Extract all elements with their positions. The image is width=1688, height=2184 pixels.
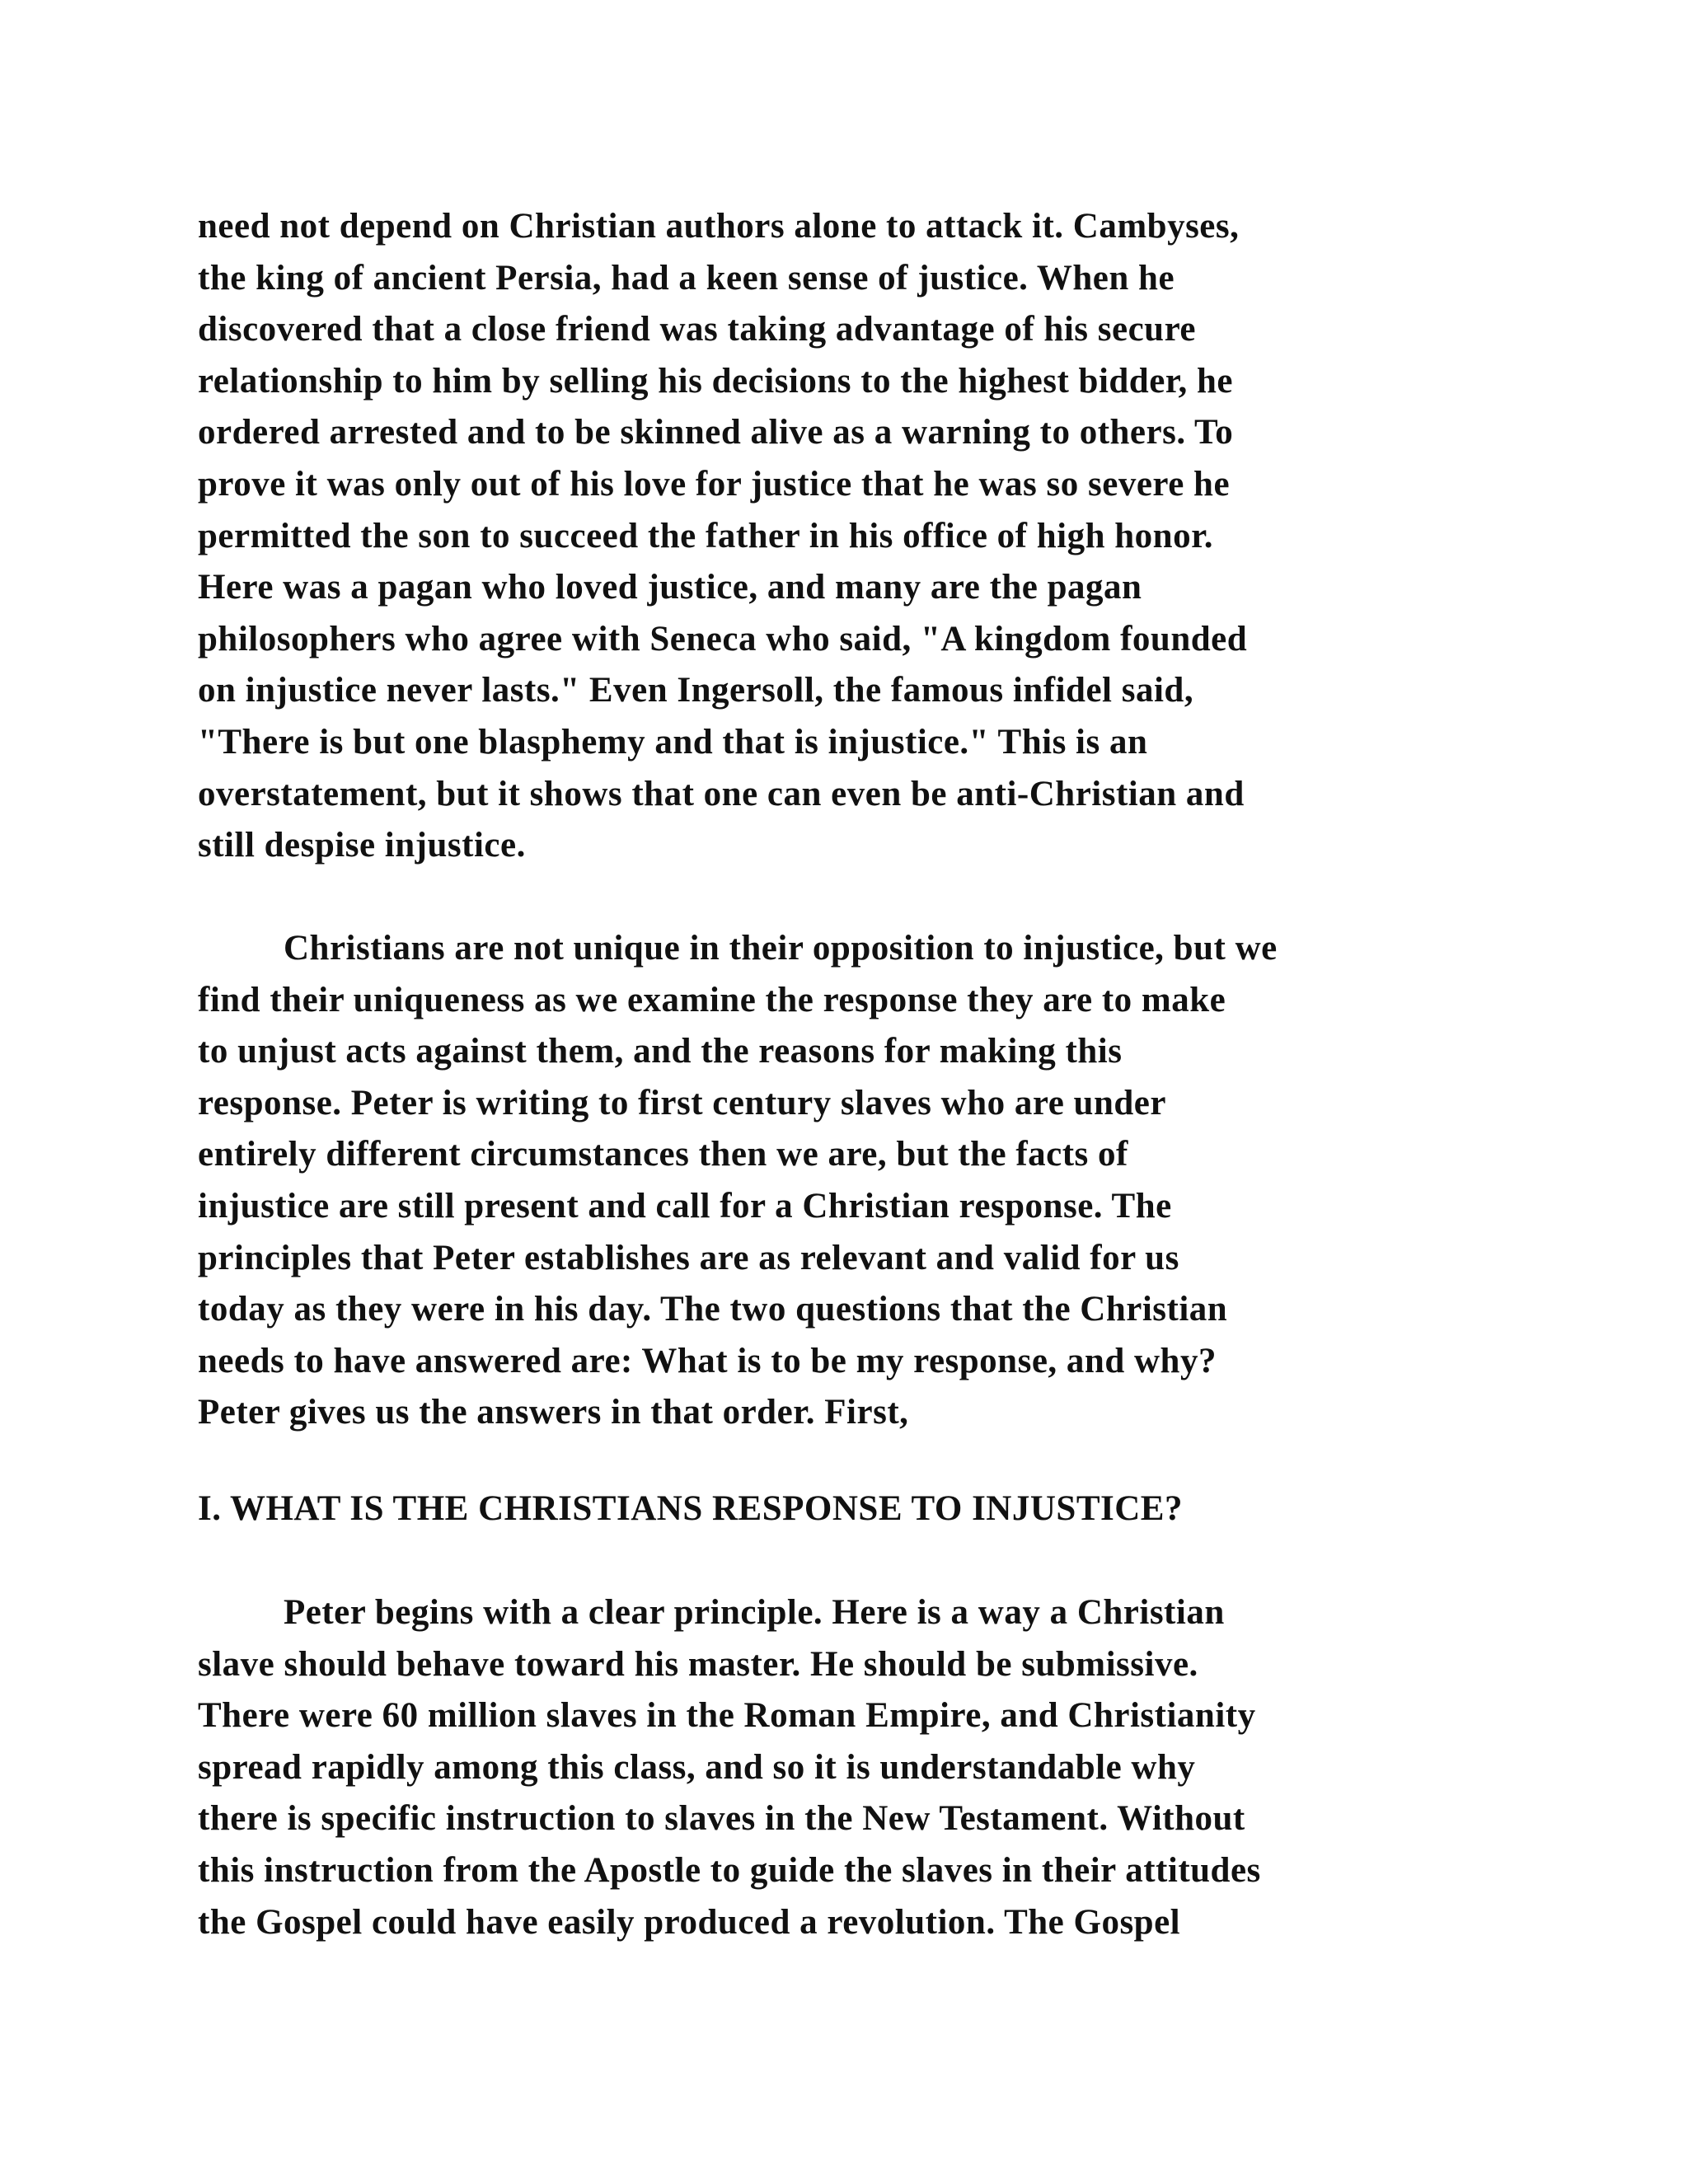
paragraph-line: slave should behave toward his master. He should be submissive.: [198, 1644, 1198, 1684]
paragraph-line: "There is but one blasphemy and that is injustice." This is an: [198, 722, 1148, 762]
paragraph-line: principles that Peter establishes are as relevant and valid for us: [198, 1238, 1179, 1277]
paragraph-line: discovered that a close friend was taking advantage of his secure: [198, 310, 1196, 349]
paragraph-line: entirely different circumstances then we are, but the facts of: [198, 1135, 1128, 1174]
paragraph-line: ordered arrested and to be skinned alive as a warning to others. To: [198, 413, 1234, 452]
paragraph-line: prove it was only out of his love for justice that he was so severe he: [198, 464, 1231, 504]
paragraph-line: needs to have answered are: What is to be my response, and why?: [198, 1341, 1217, 1380]
paragraph-line: Peter begins with a clear principle. Here is a way a Christian: [284, 1593, 1225, 1632]
paragraph-line: need not depend on Christian authors alone to attack it. Cambyses,: [198, 207, 1240, 246]
paragraph-line: philosophers who agree with Seneca who said, "A kingdom founded: [198, 619, 1248, 658]
paragraph-line: on injustice never lasts." Even Ingersoll, the famous infidel said,: [198, 671, 1194, 710]
paragraph-line: to unjust acts against them, and the reasons for making this: [198, 1032, 1123, 1071]
paragraph-line: the Gospel could have easily produced a revolution. The Gospel: [198, 1902, 1181, 1942]
paragraph-line: still despise injustice.: [198, 826, 526, 865]
paragraph-line: overstatement, but it shows that one can even be anti-Christian and: [198, 774, 1245, 813]
paragraph-1: [198, 201, 1517, 872]
paragraph-line: today as they were in his day. The two questions that the Christian: [198, 1290, 1228, 1329]
paragraph-line: response. Peter is writing to first century slaves who are under: [198, 1083, 1166, 1122]
paragraph-line: permitted the son to succeed the father in his office of high honor.: [198, 516, 1213, 555]
paragraph-line: there is specific instruction to slaves in the New Testament. Without: [198, 1799, 1245, 1839]
paragraph-line: There were 60 million slaves in the Roman Empire, and Christianity: [198, 1696, 1256, 1736]
paragraph-line: Christians are not unique in their opposition to injustice, but we: [284, 929, 1278, 968]
paragraph-3: [198, 1587, 1517, 1948]
paragraph-line: Peter gives us the answers in that order. First,: [198, 1393, 909, 1432]
paragraph-line: the king of ancient Persia, had a keen sense of justice. When he: [198, 258, 1175, 298]
paragraph-line: relationship to him by selling his decisions to the highest bidder, he: [198, 361, 1233, 401]
paragraph-line: Here was a pagan who loved justice, and many are the pagan: [198, 568, 1142, 607]
paragraph-line: spread rapidly among this class, and so it is understandable why: [198, 1747, 1196, 1787]
paragraph-2: [198, 923, 1517, 1439]
paragraph-line: injustice are still present and call for a Christian response. The: [198, 1186, 1172, 1226]
section-heading-text: I. WHAT IS THE CHRISTIANS RESPONSE TO INJUSTICE?: [198, 1489, 1183, 1528]
section-heading: [198, 1483, 1517, 1535]
paragraph-line: find their uniqueness as we examine the response they are to make: [198, 980, 1226, 1019]
paragraph-line: this instruction from the Apostle to guide the slaves in their attitudes: [198, 1850, 1261, 1890]
